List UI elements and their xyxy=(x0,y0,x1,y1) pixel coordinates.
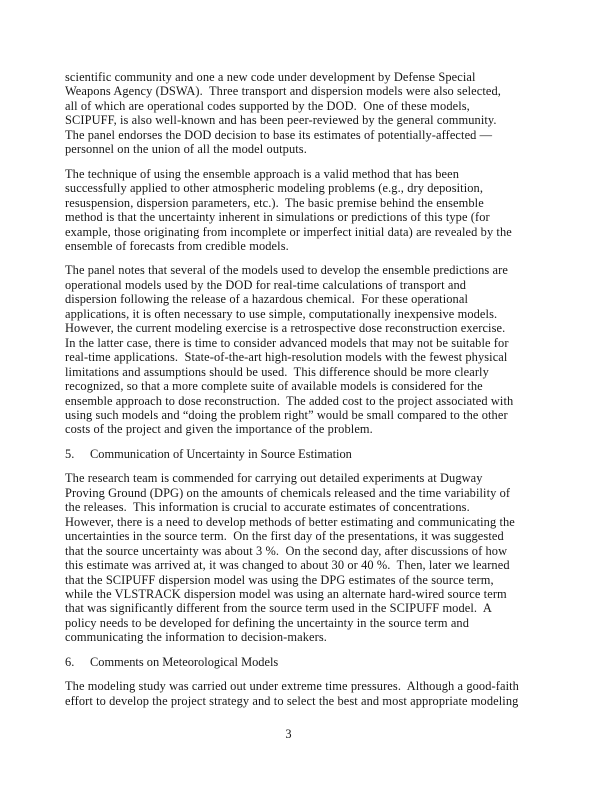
text-line: example, those originating from incomplete or imperfect initial data) are revealed by the xyxy=(65,224,512,239)
text-line: The technique of using the ensemble approach is a valid method that has been xyxy=(65,166,459,181)
section-number: 5. xyxy=(65,446,75,461)
text-line: personnel on the union of all the model outputs. xyxy=(65,142,307,157)
paragraph xyxy=(65,679,519,708)
document-body xyxy=(65,70,519,718)
text-line: operational models used by the DOD for real-time calculations of transport and xyxy=(65,277,467,292)
section-title: Communication of Uncertainty in Source Estimation xyxy=(90,446,352,461)
text-line: The research team is commended for carrying out detailed experiments at Dugway xyxy=(65,471,483,486)
text-line: However, there is a need to develop methods of better estimating and communicating the xyxy=(65,514,515,529)
text-line: resuspension, dispersion parameters, etc.). The basic premise behind the ensemble xyxy=(65,195,484,210)
text-line: The modeling study was carried out under extreme time pressures. Although a good-faith xyxy=(65,679,519,694)
text-line: The panel endorses the DOD decision to base its estimates of potentially-affected — xyxy=(65,127,493,142)
text-line: uncertainties in the source term. On the first day of the presentations, it was suggested xyxy=(65,529,504,544)
text-line: that the SCIPUFF dispersion model was using the DPG estimates of the source term, xyxy=(65,572,494,587)
text-line: dispersion following the release of a hazardous chemical. For these operational xyxy=(65,292,468,307)
paragraph xyxy=(65,70,501,157)
text-line: the releases. This information is crucial to accurate estimates of concentrations. xyxy=(65,500,470,515)
text-line: policy needs to be developed for defining the uncertainty in the source term and xyxy=(65,615,470,630)
text-line: The panel notes that several of the models used to develop the ensemble predictions are xyxy=(65,263,508,278)
text-line: However, the current modeling exercise is a retrospective dose reconstruction exercise. xyxy=(65,321,506,336)
text-line: effort to develop the project strategy and to select the best and most appropriate modeling xyxy=(65,693,519,708)
section-heading xyxy=(65,447,495,461)
text-line: communicating the information to decision-makers. xyxy=(65,630,327,645)
text-line: costs of the project and given the importance of the problem. xyxy=(65,422,373,437)
text-line: limitations and assumptions should be used. This difference should be more clearly xyxy=(65,364,489,379)
text-line: scientific community and one a new code under development by Defense Special xyxy=(65,70,476,84)
text-line: ensemble of forecasts from credible models. xyxy=(65,238,289,253)
text-line: method is that the uncertainty inherent in simulations or predictions of this type (for xyxy=(65,210,490,225)
section-number: 6. xyxy=(65,654,75,669)
text-line: real-time applications. State-of-the-art high-resolution models with the fewest physical xyxy=(65,350,508,365)
text-line: recognized, so that a more complete suite of available models is considered for the xyxy=(65,379,483,394)
page-number: 3 xyxy=(285,727,292,741)
text-line: Weapons Agency (DSWA). Three transport and dispersion models were also selected, xyxy=(65,84,501,99)
text-line: In the latter case, there is time to consider advanced models that may not be suitable for xyxy=(65,335,509,350)
text-line: SCIPUFF, is also well-known and has been peer-reviewed by the general community. xyxy=(65,113,497,128)
text-line: while the VLSTRACK dispersion model was using an alternate hard-wired source term xyxy=(65,586,507,601)
section-title: Comments on Meteorological Models xyxy=(90,654,279,669)
paragraph xyxy=(65,471,515,645)
text-line: using such models and “doing the problem right” would be small compared to the other xyxy=(65,407,508,422)
paragraph xyxy=(65,263,514,437)
text-line: applications, it is often necessary to use simple, computationally inexpensive models. xyxy=(65,306,498,321)
text-line: Proving Ground (DPG) on the amounts of chemicals released and the time variability of xyxy=(65,485,511,500)
text-line: all of which are operational codes supported by the DOD. One of these models, xyxy=(65,98,470,113)
text-line: this estimate was arrived at, it was changed to about 30 or 40 %. Then, later we learned xyxy=(65,558,510,573)
paragraph xyxy=(65,166,512,254)
text-line: that was significantly different from the source term used in the SCIPUFF model. A xyxy=(65,601,492,616)
text-line: that the source uncertainty was about 3 %. On the second day, after discussions of how xyxy=(65,543,508,558)
section-heading xyxy=(65,655,495,669)
text-line: ensemble approach to dose reconstruction. The added cost to the project associated with xyxy=(65,393,514,408)
text-line: successfully applied to other atmospheric modeling problems (e.g., dry deposition, xyxy=(65,181,484,196)
